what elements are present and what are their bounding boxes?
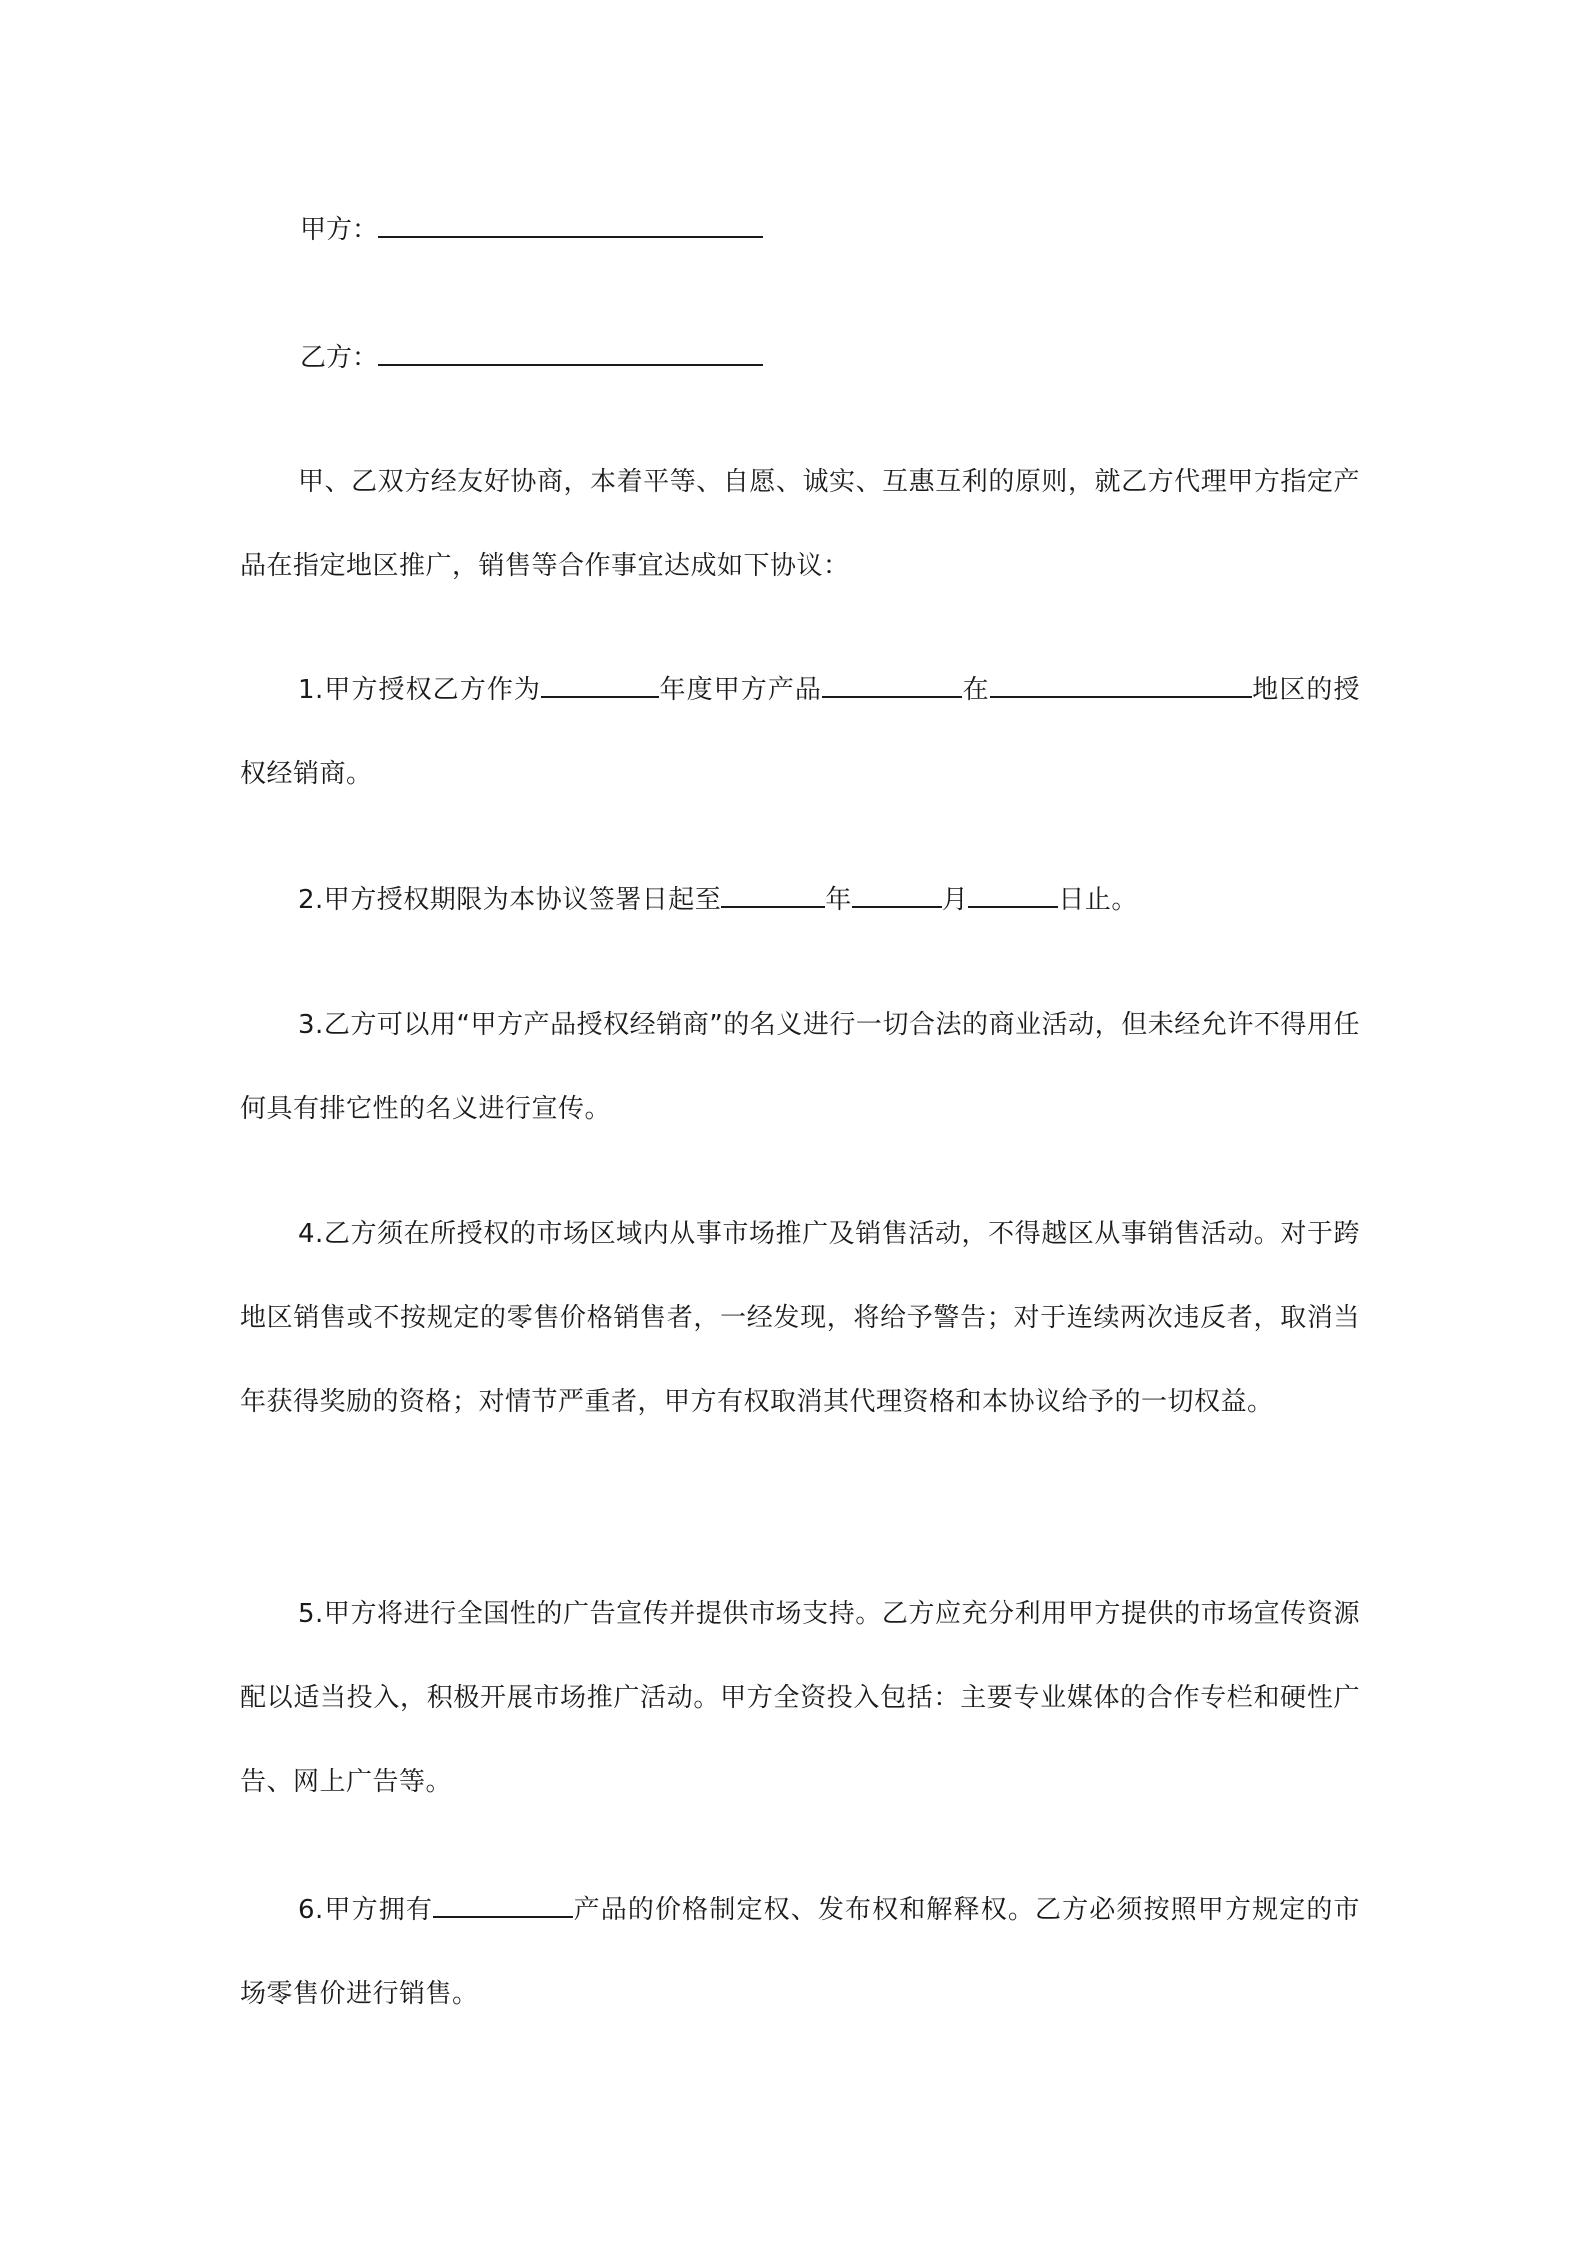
clause-1-region-blank — [990, 674, 1252, 698]
clause-1-text-2: 年度甲方产品 — [658, 675, 823, 705]
clause-6 — [240, 1868, 1360, 2036]
party-a-blank — [378, 212, 763, 238]
clause-1-text-1: 1.甲方授权乙方作为 — [298, 675, 541, 705]
clause-2 — [240, 858, 1360, 942]
clause-2-text-3: 月 — [941, 885, 969, 915]
clause-2-month-blank — [852, 884, 942, 908]
clause-2-year-blank — [721, 884, 825, 908]
party-b-blank — [378, 340, 763, 366]
clause-3: 3.乙方可以用“甲方产品授权经销商”的名义进行一切合法的商业活动，但未经允许不得用任何具有排它性的名义进行宣传。 — [240, 1010, 1360, 1124]
party-b-label: 乙方： — [300, 343, 379, 373]
clause-6-text-1: 6.甲方拥有 — [298, 1895, 433, 1925]
clause-1-text-4: 地区的授权经销商。 — [240, 675, 1360, 789]
clause-1-product-blank — [822, 674, 962, 698]
clause-2-text-1: 2.甲方授权期限为本协议签署日起至 — [298, 885, 722, 915]
clause-2-text-4: 日止。 — [1058, 885, 1138, 915]
party-a-line — [300, 210, 763, 250]
clause-1 — [240, 648, 1360, 816]
clause-1-text-3: 在 — [962, 675, 990, 705]
clause-1-year-blank — [541, 674, 659, 698]
clause-5: 5.甲方将进行全国性的广告宣传并提供市场支持。乙方应充分利用甲方提供的市场宣传资源配以适当投入，积极开展市场推广活动。甲方全资投入包括：主要专业媒体的合作专栏和硬性广告、网上广告等。 — [240, 1599, 1360, 1797]
party-a-label: 甲方： — [300, 215, 379, 245]
clause-6-product-blank — [433, 1894, 573, 1918]
clause-4: 4.乙方须在所授权的市场区域内从事市场推广及销售活动，不得越区从事销售活动。对于跨地区销售或不按规定的零售价格销售者，一经发现，将给予警告；对于连续两次违反者，取消当年获得奖励的资格；对情节严重者，甲方有权取消其代理资格和本协议给予的一切权益。 — [240, 1219, 1360, 1417]
clause-2-day-blank — [968, 884, 1058, 908]
clause-2-text-2: 年 — [825, 885, 852, 915]
clause-6-text-2: 产品的价格制定权、发布权和解释权。乙方必须按照甲方规定的市场零售价进行销售。 — [240, 1895, 1360, 2009]
party-b-line — [300, 338, 763, 378]
intro-paragraph: 甲、乙双方经友好协商，本着平等、自愿、诚实、互惠互利的原则，就乙方代理甲方指定产品在指定地区推广，销售等合作事宜达成如下协议： — [240, 467, 1360, 581]
